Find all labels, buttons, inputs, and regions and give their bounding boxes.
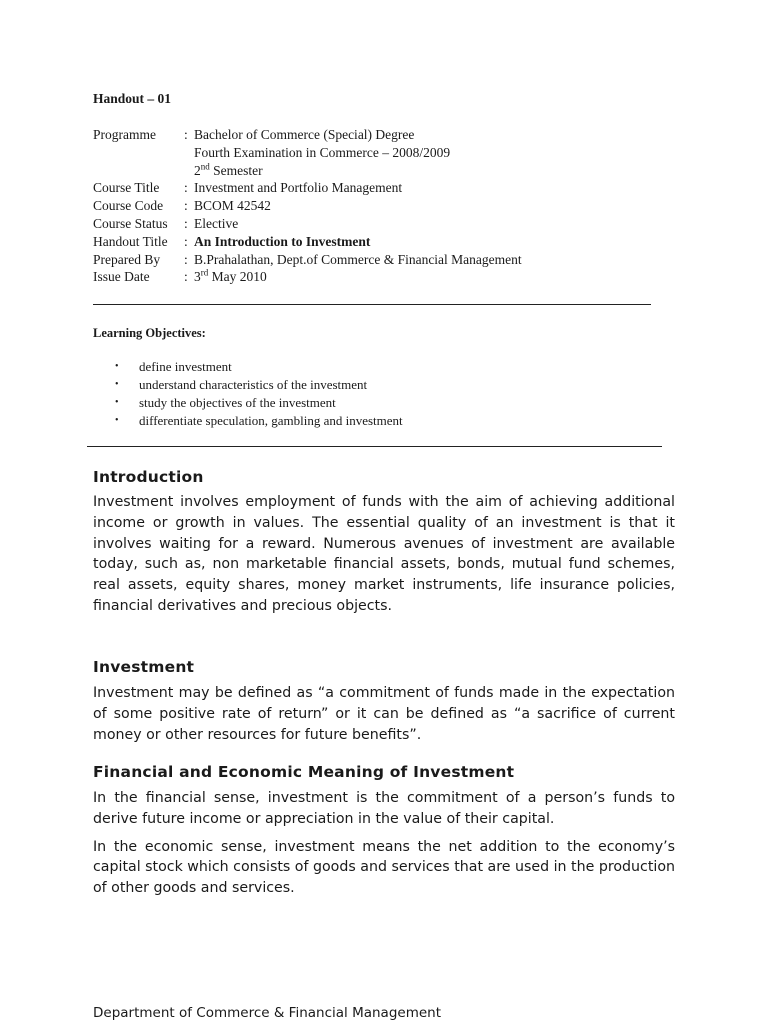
programme-exam: Fourth Examination in Commerce – 2008/2009 (194, 144, 451, 160)
issue-month-year: May 2010 (208, 269, 267, 285)
divider-rule (93, 304, 651, 305)
bullet-icon: • (115, 397, 119, 408)
meta-row-course-title (93, 179, 522, 197)
meta-value: An Introduction to Investment (194, 233, 371, 249)
page-footer: Department of Commerce & Financial Management (93, 1005, 442, 1021)
section-investment (93, 658, 675, 745)
meta-colon: : (184, 180, 188, 196)
meta-colon: : (184, 215, 188, 231)
objective-text: study the objectives of the investment (139, 395, 336, 410)
section-introduction (93, 468, 675, 617)
meta-label: Course Code (93, 198, 164, 214)
meta-value: Elective (194, 215, 239, 231)
issue-day: 3 (194, 269, 201, 285)
section-paragraph: In the economic sense, investment means the net addition to the economy’s capital stock which consists of goods and services that are used in the production of other goods and services. (93, 838, 676, 897)
meta-label: Prepared By (93, 251, 161, 267)
section-heading: Investment (93, 658, 195, 676)
meta-value: Investment and Portfolio Management (194, 180, 403, 196)
semester-word: Semester (209, 162, 263, 178)
objectives-heading: Learning Objectives: (93, 326, 206, 340)
list-item (115, 376, 403, 394)
section-paragraph: Investment involves employment of funds with the aim of achieving additional income or growth in values. The essential quality of an investment is that it involves waiting for a reward. Numerous avenues of investment are available today, such as, non marketable financial assets, bonds, mutual fund schemes, real assets, equity shares, money market instruments, life insurance policies, financial derivatives and precious objects. (93, 494, 675, 614)
meta-row-issue-date (93, 268, 522, 286)
meta-row-prepared-by (93, 251, 522, 269)
programme-semester (194, 162, 450, 180)
semester-ordinal: nd (200, 161, 210, 172)
meta-row-handout-title (93, 233, 522, 251)
meta-value (194, 126, 450, 179)
objectives-list (115, 358, 403, 430)
list-item (115, 358, 403, 376)
meta-label: Programme (93, 127, 156, 142)
meta-label: Course Status (93, 215, 168, 231)
meta-row-programme (93, 126, 522, 179)
objective-text: understand characteristics of the investment (139, 377, 368, 392)
divider-rule (87, 446, 662, 447)
section-paragraph: Investment may be defined as “a commitment of funds made in the expectation of some positive rate of return” or it can be defined as “a sacrifice of current money or other resources for future benefits”. (93, 685, 675, 743)
bullet-icon: • (115, 415, 119, 426)
section-paragraph: In the financial sense, investment is the commitment of a person’s funds to derive future income or appreciation in the value of their capital. (93, 790, 675, 827)
meta-value: B.Prahalathan, Dept.of Commerce & Financial Management (194, 251, 522, 267)
bullet-icon: • (115, 379, 119, 390)
objective-text: differentiate speculation, gambling and investment (139, 413, 403, 428)
meta-colon: : (184, 269, 188, 285)
list-item (115, 412, 403, 430)
meta-row-course-code (93, 197, 522, 215)
course-meta-table (93, 126, 522, 286)
meta-colon: : (184, 233, 188, 249)
section-heading: Financial and Economic Meaning of Investment (93, 763, 515, 781)
meta-value (194, 268, 267, 286)
meta-label: Course Title (93, 180, 160, 196)
meta-label: Handout Title (93, 233, 168, 249)
list-item (115, 394, 403, 412)
section-financial-economic-meaning (93, 763, 675, 899)
objective-text: define investment (139, 359, 232, 374)
programme-degree: Bachelor of Commerce (Special) Degree (194, 127, 415, 142)
meta-colon: : (184, 198, 188, 214)
handout-number: Handout – 01 (93, 91, 172, 106)
semester-number: 2 (194, 162, 201, 178)
meta-colon: : (184, 127, 188, 142)
meta-value: BCOM 42542 (194, 198, 271, 214)
meta-label: Issue Date (93, 269, 150, 285)
meta-row-course-status (93, 215, 522, 233)
bullet-icon: • (115, 361, 119, 372)
meta-colon: : (184, 251, 188, 267)
section-heading: Introduction (93, 468, 204, 486)
issue-day-ordinal: rd (200, 267, 209, 278)
